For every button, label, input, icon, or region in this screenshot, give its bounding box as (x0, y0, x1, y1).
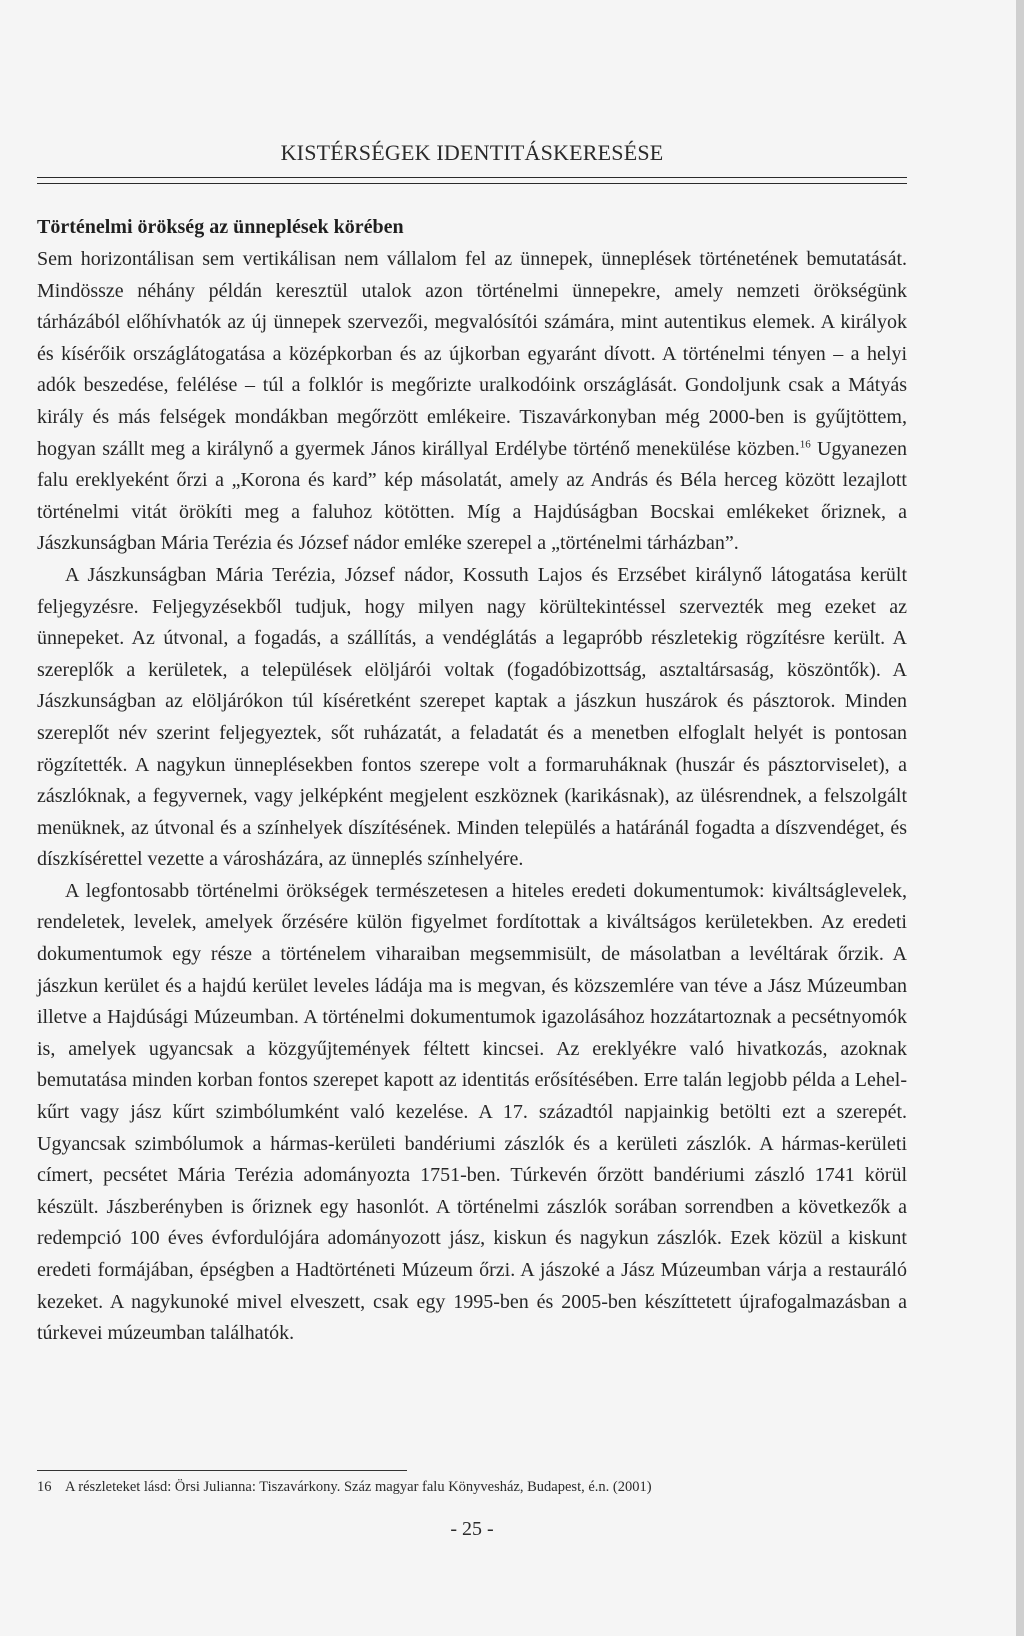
section-title: Történelmi örökség az ünneplések körében (37, 216, 404, 238)
running-head-double-rule (37, 177, 907, 184)
paragraph-1-text: Sem horizontálisan sem vertikálisan nem vállalom fel az ünnepek, ünneplések történetének bemutatását. Mindössze néhány példán keresztül utalok azon történelmi ünnepekre, amely nemzeti örökségünk tárházából előhívhatók az új ünnepek szervezői, megvalósítói számára, mint autentikus elemek. A királyok és kísérőik országlátogatása a középkorban és az újkorban egyaránt dívott. A történelmi tényen – a helyi adók beszedése, felélése – túl a folklór is megőrizte uralkodóink országlását. Gondoljunk csak a Mátyás király és más felségek mondákban megőrzött emlékeire. Tiszavárkonyban még 2000-ben is gyűjtöttem, hogyan szállt meg a királynő a gyermek János királlyal Erdélybe történő menekülése közben. (37, 248, 907, 460)
running-head: KISTÉRSÉGEK IDENTITÁSKERESÉSE (280, 140, 664, 165)
paragraph-1-continuation: Ugyanezen falu ereklyeként őrzi a „Korona és kard” kép másolatát, amely az András és Béla herceg között lezajlott történelmi vitát örökíti meg a faluhoz kötötten. Míg a Hajdúságban Bocskai emlékeket őriznek, a Jászkunságban Mária Terézia és József nádor emléke szerepel a „történelmi tárházban”. (37, 437, 907, 555)
footnote-number: 16 (37, 1479, 52, 1495)
paragraph-2: A Jászkunságban Mária Terézia, József nádor, Kossuth Lajos és Erzsébet királynő látogatása került feljegyzésre. Feljegyzésekből tudjuk, hogy milyen nagy körültekintéssel szervezték meg ezeket az ünnepeket. Az útvonal, a fogadás, a szállítás, a vendéglátás a legapróbb részletekig rögzítésre került. A szereplők a kerületek, a települések elöljárói voltak (fogadóbizottság, asztaltársaság, köszöntők). A Jászkunságban az elöljárókon túl kíséretként szerepet kaptak a jászkun huszárok és pásztorok. Minden szereplőt név szerint feljegyeztek, sőt ruházatát, a feladatát és a menetben elfoglalt helyét is pontosan rögzítették. A nagykun ünneplésekben fontos szerepe volt a formaruháknak (huszár és pásztorviselet), a zászlóknak, a fegyvernek, vagy jelképként megjelent eszköznek (karikásnak), az ülésrendnek, a felszolgált menüknek, az útvonal és a színhelyek díszítésének. Minden település a határánál fogadta a díszvendéget, és díszkísérettel vezette a városházára, az ünneplés színhelyére. (37, 563, 907, 871)
body-text (37, 212, 907, 1350)
footnote (37, 1477, 907, 1497)
footnote-text: A részleteket lásd: Örsi Julianna: Tiszavárkony. Száz magyar falu Könyvesház, Budapest, é.n. (2001) (65, 1479, 652, 1495)
page-number: - 25 - (450, 1518, 494, 1540)
paragraph-3: A legfontosabb történelmi örökségek természetesen a hiteles eredeti dokumentumok: kiváltságlevelek, rendeletek, levelek, amelyek őrzésére külön figyelmet fordítottak a kiváltságos kerületekben. Az eredeti dokumentumok egy része a történelem viharaiban megsemmisült, de másolatban a levéltárak őrzik. A jászkun kerület és a hajdú kerület leveles ládája ma is megvan, és közszemlére van téve a Jász Múzeumban illetve a Hajdúsági Múzeumban. A történelmi dokumentumok igazolásához hozzátartoznak a pecsétnyomók is, amelyek ugyancsak a közgyűjtemények féltett kincsei. Az ereklyékre való hivatkozás, azoknak bemutatása minden korban fontos szerepet kapott az identitás erősítésében. Erre talán legjobb példa a Lehel-kűrt vagy jász kűrt szimbólumként való kezelése. A 17. századtól napjainkig betölti ezt a szerepét. Ugyancsak szimbólumok a hármas-kerületi bandériumi zászlók és a kerületi zászlók. A hármas-kerületi címert, pecsétet Mária Terézia adományozta 1751-ben. Túrkevén őrzött bandériumi zászló 1741 körül készült. Jászberényben is őriznek egy hasonlót. A történelmi zászlók sorában sorrendben a következők a redempció 100 éves évfordulójára adományozott jász, kiskun és nagykun zászlók. Ezek közül a kiskunt eredeti formájában, épségben a Hadtörténeti Múzeum őrzi. A jászoké a Jász Múzeumban várja a restauráló kezeket. A nagykunoké mivel elveszett, csak egy 1995-ben és 2005-ben készíttetett újrafogalmazásban a túrkevei múzeumban találhatók. (37, 879, 907, 1345)
footnote-separator (37, 1470, 407, 1471)
paragraph-1 (37, 244, 907, 560)
footnote-reference: 16 (799, 437, 811, 450)
